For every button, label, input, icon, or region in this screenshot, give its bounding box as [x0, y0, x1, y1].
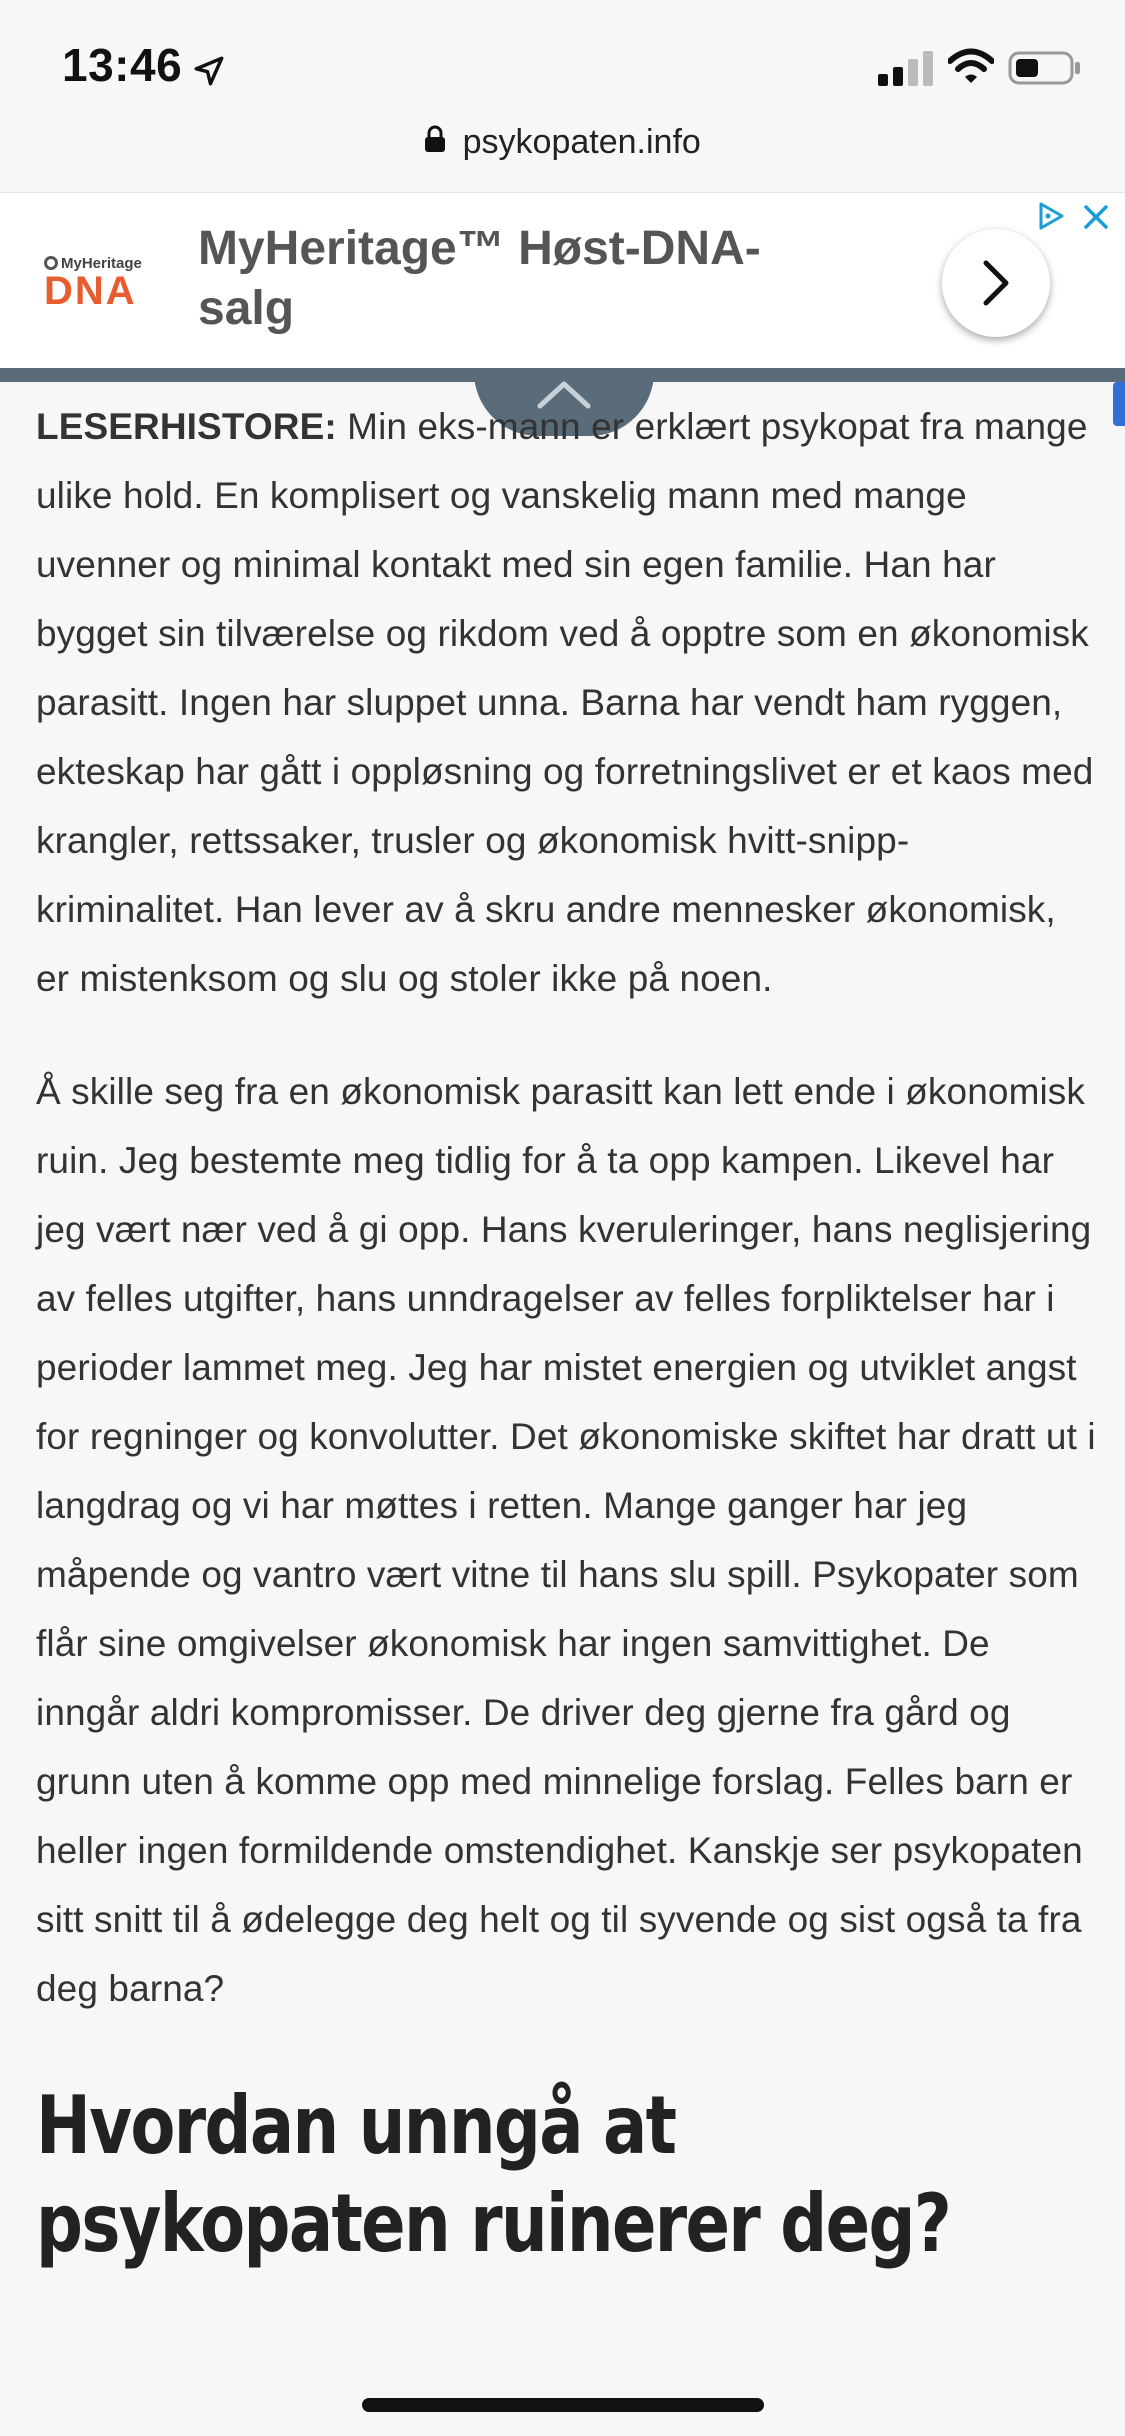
reader-story-label: LESERHISTORE:	[36, 406, 337, 447]
ad-open-button[interactable]	[942, 229, 1050, 337]
lock-icon	[424, 125, 446, 153]
address-bar[interactable]	[0, 110, 1125, 190]
ad-title[interactable]: MyHeritage™ Høst-DNA-salg	[198, 222, 761, 335]
article-paragraph-2: Å skille seg fra en økonomisk parasitt kan lett ende i økonomisk ruin. Jeg bestemte meg tidlig for å ta opp kampen. Likevel har jeg vært nær ved å gi opp. Hans kveruleringer, hans neglisjering av felles utgifter, hans unndragelser av felles forpliktelser har i perioder lammet meg. Jeg har mistet energien og utviklet angst for regninger og konvolutter. Det økonomiske skiftet har dratt ut i langdrag og vi har møttes i retten. Mange ganger har jeg måpende og vantro vært vitne til hans slu spill. Psykopater som flår sine omgivelser økonomisk har ingen samvittighet. De inngår aldri kompromisser. De driver deg gjerne fra gård og grunn uten å komme opp med minnelige forslag. Felles barn er heller ingen formildende omstendighet. Kanskje ser psykopaten sitt snitt til å ødelegge deg helt og til syvende og sist også ta fra deg barna?	[36, 1071, 1096, 2009]
url-text[interactable]: psykopaten.info	[462, 123, 701, 161]
myheritage-logo-icon	[44, 256, 58, 270]
status-time: 13:46	[62, 39, 183, 91]
home-indicator[interactable]	[362, 2398, 764, 2412]
chevron-right-icon	[978, 259, 1014, 307]
ad-choices-icon[interactable]	[1036, 201, 1066, 231]
ad-logo-dna: DNA	[44, 269, 137, 313]
close-icon[interactable]	[1082, 203, 1110, 231]
ad-logo-brand: MyHeritage	[44, 255, 142, 272]
article-paragraph-1	[36, 392, 1096, 1013]
battery-icon	[1008, 50, 1082, 86]
ad-logo	[44, 255, 144, 311]
wifi-icon	[948, 48, 994, 86]
article-body	[36, 392, 1096, 2273]
paragraph-1-text: Min eks-mann er erklært psykopat fra mange ulike hold. En komplisert og vanskelig mann med mange uvenner og minimal kontakt med sin egen familie. Han har bygget sin tilværelse og rikdom ved å opptre som en økonomisk parasitt. Ingen har sluppet unna. Barna har vendt ham ryggen, ekteskap har gått i oppløsning og forretningslivet er et kaos med krangler, rettssaker, trusler og økonomisk hvitt-snipp-kriminalitet. Han lever av å skru andre mennesker økonomisk, er mistenksom og slu og stoler ikke på noen.	[36, 406, 1094, 999]
ad-banner[interactable]	[0, 192, 1125, 369]
cellular-signal-icon	[878, 50, 934, 86]
section-heading: Hvordan unngå at psykopaten ruinerer deg?	[36, 2079, 951, 2270]
location-arrow-icon	[192, 54, 226, 88]
side-marker	[1113, 382, 1125, 426]
